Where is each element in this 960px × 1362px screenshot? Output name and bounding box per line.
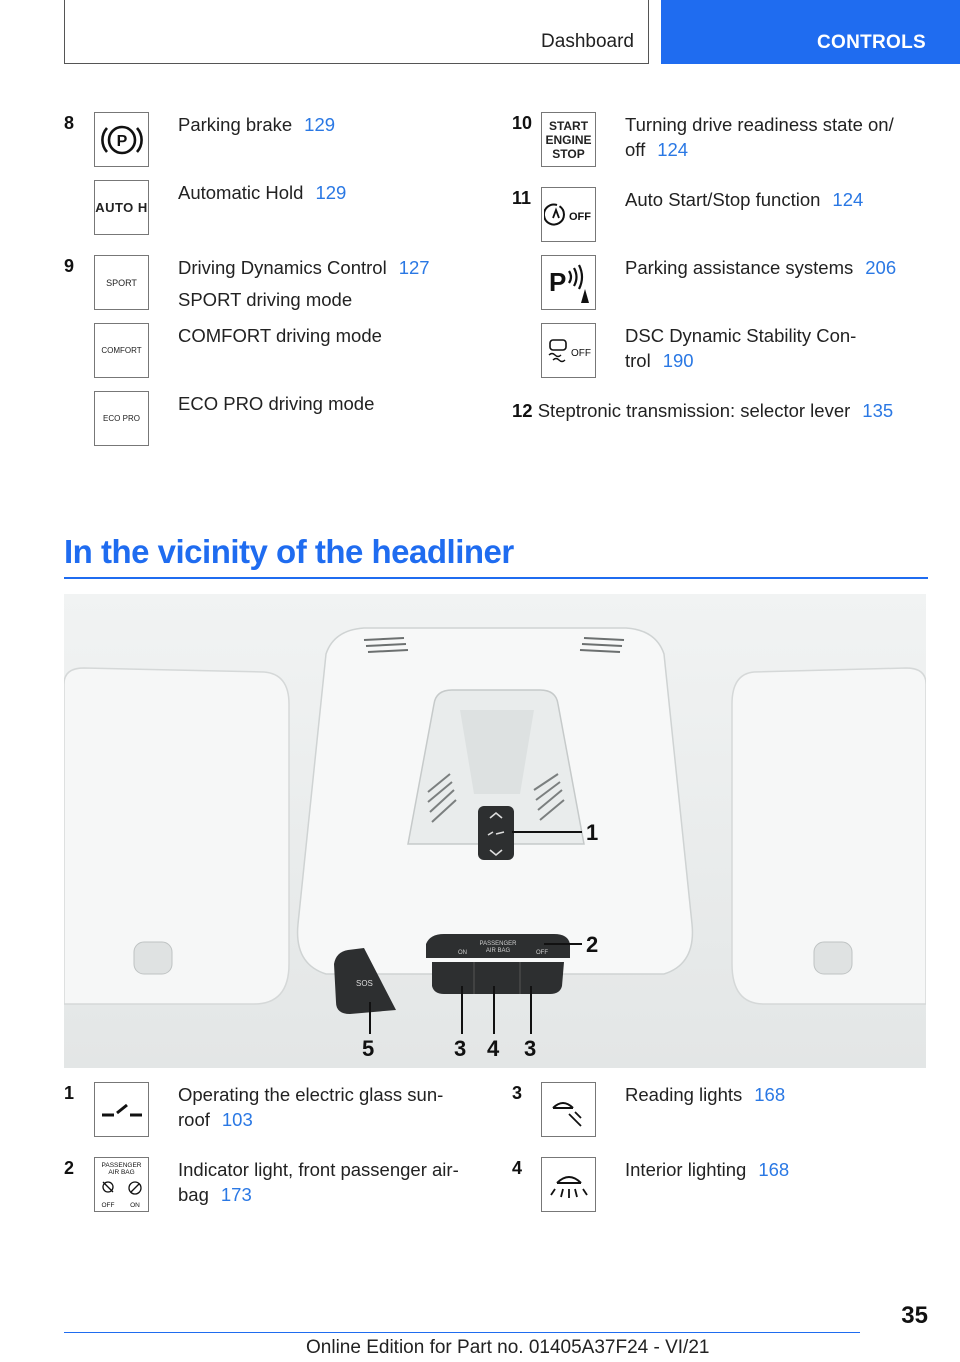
item-description-cont [625,348,694,373]
icon-label: START [548,118,589,133]
item-number: 11 [512,188,532,208]
reading-light-icon [541,1082,596,1137]
icon-label: ON [130,1202,140,1209]
header-chapter-box [661,0,960,64]
panel-label: AIR BAG [485,948,511,954]
page-reference-link[interactable]: 129 [304,114,336,135]
item-description [178,112,335,137]
panel-label: ON [458,950,467,956]
icon-label: OFF [101,1202,115,1209]
item-number: 2 [64,1158,75,1178]
callout-4: 4 [487,1036,500,1061]
item-number: 10 [512,113,533,133]
interior-light-icon [541,1157,596,1212]
item-label: roof [178,1109,210,1130]
icon-label: ECO PRO [103,414,140,423]
icon-label: STOP [552,146,585,161]
callout-3: 3 [454,1036,467,1061]
item-label: Auto Start/Stop function [625,189,821,210]
eco-pro-mode-icon [94,391,149,446]
item-label: bag [178,1184,209,1205]
item-label: off [625,139,646,160]
item-description: Turning drive readiness state on/ [625,114,894,135]
icon-label: SPORT [106,277,137,288]
callout-3b: 3 [524,1036,537,1061]
headliner-illustration [64,594,926,1068]
item-label: Reading lights [625,1084,743,1105]
callout-2: 2 [586,932,599,957]
page-number: 35 [901,1302,928,1329]
icon-label: AUTO H [95,200,148,215]
section-divider [64,577,928,579]
item-number: 12 [512,400,533,421]
icon-label: OFF [568,210,591,223]
item-number: 1 [64,1083,75,1103]
section-name: Dashboard [541,31,634,52]
item-label: Automatic Hold [178,182,304,203]
dsc-off-icon [541,323,596,378]
footer-edition: Online Edition for Part no. 01405A37F24 - VI/21 [306,1337,710,1358]
item-sub-label: SPORT driving mode [178,289,353,310]
icon-label: ENGINE [545,132,592,147]
item-label: trol [625,350,651,371]
item-description-cont [178,1182,252,1207]
page-reference-link[interactable]: 124 [832,189,864,210]
page-reference-link[interactable]: 103 [221,1109,253,1130]
page-reference-link[interactable]: 127 [398,257,430,278]
page-reference-link[interactable]: 135 [862,400,894,421]
page-reference-link[interactable]: 206 [865,257,897,278]
item-description-cont [625,137,688,162]
panel-label: SOS [356,979,373,988]
item-number: 3 [512,1083,523,1103]
item-label: Interior lighting [625,1159,747,1180]
page-reference-link[interactable]: 190 [662,350,694,371]
auto-hold-icon [94,180,149,235]
svg-text:P: P [116,132,127,150]
item-description [625,1082,785,1107]
item-description [625,187,863,212]
item-description [625,255,896,280]
sunroof-icon [94,1082,149,1137]
parking-assistance-icon [541,255,596,310]
item-description-cont [178,1107,253,1132]
item-description [625,1157,789,1182]
auto-start-stop-off-icon [541,187,596,242]
item-number: 4 [512,1158,523,1178]
item-description: DSC Dynamic Stability Con- [625,325,857,346]
start-engine-stop-icon [541,112,596,167]
page-reference-link[interactable]: 129 [315,182,347,203]
item-description [178,255,430,280]
item-label: Steptronic transmission: selector lever [537,400,851,421]
item-description: Operating the electric glass sun- [178,1084,444,1105]
item-description: Indicator light, front passenger air- [178,1159,459,1180]
item-description: COMFORT driving mode [178,325,382,346]
parking-brake-icon [94,112,149,167]
item-number: 9 [64,256,75,276]
icon-label: PASSENGER [101,1162,142,1169]
page-reference-link[interactable]: 168 [754,1084,786,1105]
page-reference-link[interactable]: 168 [758,1159,790,1180]
icon-label: OFF [570,347,591,359]
chapter-name[interactable]: CONTROLS [816,32,926,53]
item-label: Parking brake [178,114,293,135]
callout-1: 1 [586,820,599,845]
icon-label: COMFORT [101,346,142,355]
item-12 [512,398,893,423]
panel-label: OFF [536,950,548,956]
callout-5: 5 [362,1036,375,1061]
page-reference-link[interactable]: 124 [657,139,689,160]
item-number: 8 [64,113,75,133]
item-description: ECO PRO driving mode [178,393,375,414]
page-reference-link[interactable]: 173 [220,1184,252,1205]
header-section-box [64,0,649,64]
passenger-airbag-indicator-icon [94,1157,149,1212]
icon-label: AIR BAG [108,1169,135,1176]
sport-mode-icon [94,255,149,310]
panel-label: PASSENGER [479,941,517,947]
svg-text:P: P [548,266,566,297]
item-label: Driving Dynamics Control [178,257,387,278]
item-description [178,180,346,205]
footer-divider [64,1332,860,1333]
comfort-mode-icon [94,323,149,378]
item-label: Parking assistance systems [625,257,854,278]
section-title: In the vicinity of the headliner [64,533,514,570]
